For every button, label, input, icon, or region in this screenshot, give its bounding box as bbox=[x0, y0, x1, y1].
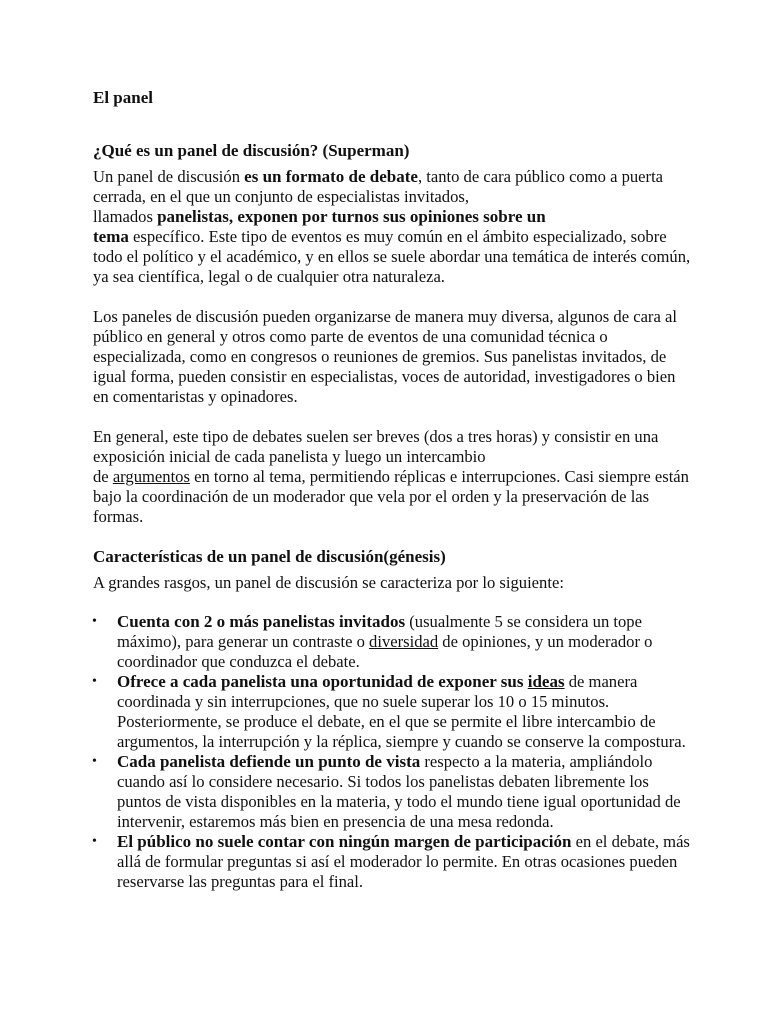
emphasis-text: es un formato de debate bbox=[244, 167, 418, 186]
item-lead: Cada panelista defiende un punto de vista bbox=[117, 752, 421, 771]
text: de manera coordinada y sin interrupciones, que no suele superar los 10 o 15 minutos. Posteriormente, se produce el debate, en el que se permite el libre intercambio de argumentos, la interrupción y la réplica, siempre y cuando se conserve la compostura. bbox=[117, 672, 686, 751]
item-lead: El público no suele contar con ningún margen de participación bbox=[117, 832, 572, 851]
item-lead: Cuenta con 2 o más panelistas invitados bbox=[117, 612, 406, 631]
page-title: El panel bbox=[93, 88, 153, 107]
bullet-icon: • bbox=[92, 754, 97, 769]
text: , tanto de cara público como a puerta cerrada, en el que un conjunto de especialistas invitados, bbox=[93, 167, 664, 206]
list-item bbox=[93, 672, 693, 752]
list-item bbox=[93, 832, 693, 892]
list-item bbox=[93, 612, 693, 672]
text: de opiniones, y un moderador o coordinador que conduzca el debate. bbox=[117, 632, 653, 671]
bullet-icon: • bbox=[92, 674, 97, 689]
text: de bbox=[93, 467, 113, 486]
bullet-icon: • bbox=[92, 614, 97, 629]
paragraph-format bbox=[93, 427, 693, 527]
list-item bbox=[93, 752, 693, 832]
text: respecto a la materia, ampliándolo cuando así lo considere necesario. Si todos los panelistas debaten libremente los puntos de vista disponibles en la materia, y todo el mundo tiene igual oportunidad de intervenir, estaremos más bien en presencia de una mesa redonda. bbox=[117, 752, 681, 831]
diversidad-link[interactable]: diversidad bbox=[369, 632, 439, 651]
text: en torno al tema, permitiendo réplicas e interrupciones. Casi siempre están bajo la coordinación de un moderador que vela por el orden y la preservación de las formas. bbox=[93, 467, 689, 526]
emphasis-text: tema bbox=[93, 227, 129, 246]
text: en el debate, más allá de formular preguntas si así el moderador lo permite. En otras ocasiones pueden reservarse las preguntas para el final. bbox=[117, 832, 690, 891]
paragraph-definition bbox=[93, 167, 693, 287]
text: Un panel de discusión bbox=[93, 167, 245, 186]
section-heading-characteristics: Características de un panel de discusión(génesis) bbox=[93, 547, 446, 566]
characteristics-list bbox=[93, 612, 693, 892]
item-lead: Ofrece a cada panelista una oportunidad de exponer sus bbox=[117, 672, 528, 691]
document-page bbox=[93, 88, 693, 892]
ideas-link[interactable]: ideas bbox=[527, 672, 565, 691]
text: (usualmente 5 se considera un tope máximo), para generar un contraste o bbox=[117, 612, 642, 651]
paragraph-organization: Los paneles de discusión pueden organizarse de manera muy diversa, algunos de cara al público en general y otros como parte de eventos de una comunidad técnica o especializada, como en congresos o reuniones de gremios. Sus panelistas invitados, de igual forma, pueden consistir en especialistas, voces de autoridad, investigadores o bien en comentaristas y opinadores. bbox=[93, 307, 677, 406]
paragraph-intro: A grandes rasgos, un panel de discusión se caracteriza por lo siguiente: bbox=[93, 573, 564, 592]
text: En general, este tipo de debates suelen ser breves (dos a tres horas) y consistir en una exposición inicial de cada panelista y luego un intercambio bbox=[93, 427, 659, 466]
bullet-icon: • bbox=[92, 834, 97, 849]
emphasis-text: panelistas, exponen por turnos sus opiniones sobre un bbox=[157, 207, 546, 226]
argumentos-link[interactable]: argumentos bbox=[112, 467, 190, 486]
text: específico. Este tipo de eventos es muy común en el ámbito especializado, sobre todo el político y el académico, y en ellos se suele abordar una temática de interés común, ya sea científica, legal o de cualquier otra naturaleza. bbox=[93, 227, 691, 286]
text: llamados bbox=[93, 207, 158, 226]
section-heading-what-is: ¿Qué es un panel de discusión? (Superman) bbox=[93, 141, 410, 160]
